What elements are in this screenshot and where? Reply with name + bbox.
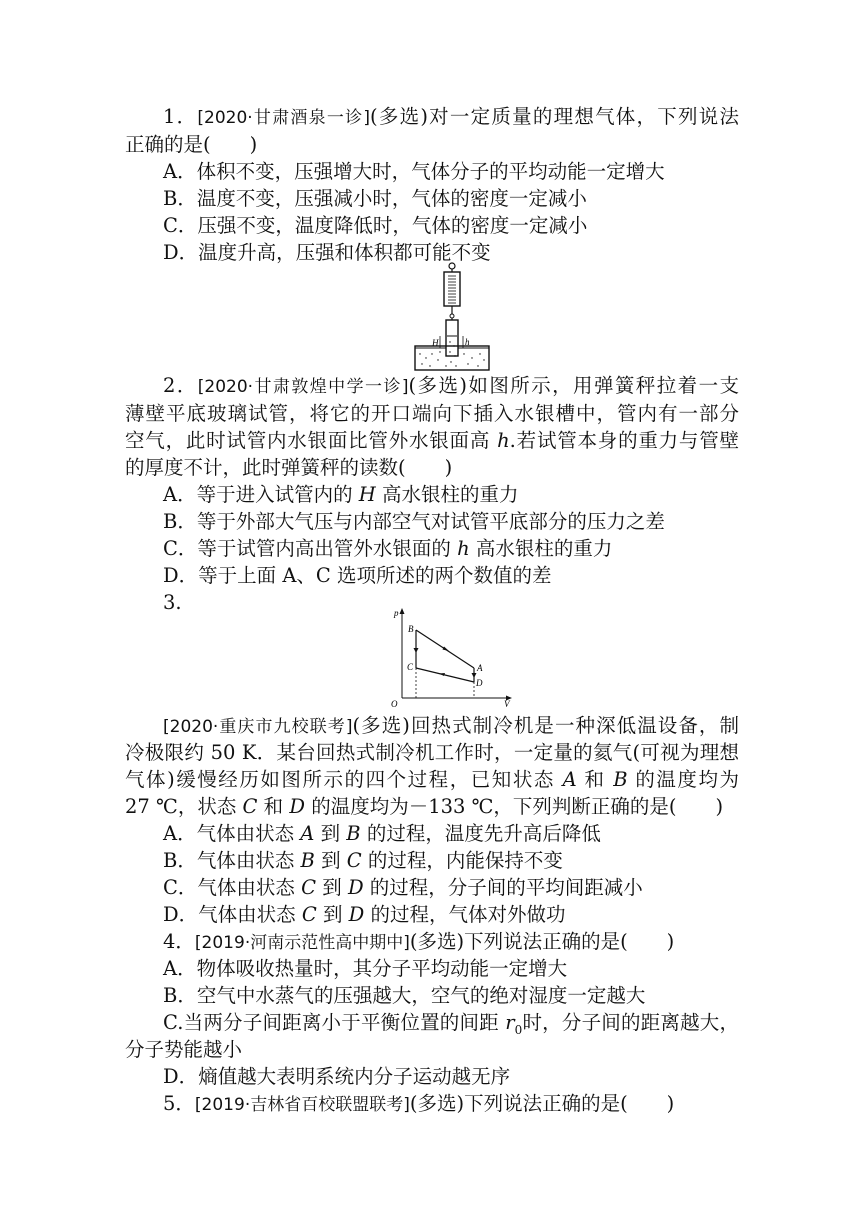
question-3-stem-line-4: 27 ℃，状态 C 和 D 的温度均为－133 ℃，下列判断正确的是( ) [125, 795, 724, 818]
question-3-option-c: C．气体由状态 C 到 D 的过程，分子间的平均间距减小 [163, 876, 643, 899]
question-3-stem-line-3: 气体)缓慢经历如图所示的四个过程，已知状态 A 和 B 的温度均为 [125, 768, 739, 791]
label-h: h [465, 337, 470, 347]
question-3-stem-line-2: 冷极限约 50 K．某台回热式制冷机工作时，一定量的氦气(可视为理想 [125, 741, 739, 764]
question-2-option-a: A．等于进入试管内的 H 高水银柱的重力 [163, 483, 519, 506]
label-H: H [432, 338, 439, 348]
p-v-diagram-figure [388, 604, 518, 708]
point-a-label: A [477, 663, 483, 673]
question-2-stem: 2．[2020·甘肃敦煌中学一诊](多选)如图所示，用弹簧秤拉着一支 [163, 374, 739, 397]
question-1-option-d: D．温度升高，压强和体积都可能不变 [163, 241, 491, 264]
question-4-option-c-cont: 分子势能越小 [125, 1038, 243, 1061]
question-1-option-b: B．温度不变，压强减小时，气体的密度一定减小 [163, 187, 587, 210]
point-c-label: C [407, 662, 414, 672]
question-4-option-d: D．熵值越大表明系统内分子运动越无序 [163, 1065, 511, 1088]
question-2-option-c: C．等于试管内高出管外水银面的 h 高水银柱的重力 [163, 537, 613, 560]
axis-p-label: p [394, 608, 399, 618]
question-3-stem-line-1: [2020·重庆市九校联考](多选)回热式制冷机是一种深低温设备，制 [163, 714, 739, 737]
question-1-option-a: A．体积不变，压强增大时，气体分子的平均动能一定增大 [163, 160, 665, 183]
question-2-stem-line-3: 空气，此时试管内水银面比管外水银面高 h.若试管本身的重力与管壁 [125, 429, 739, 452]
question-2-stem-line-4: 的厚度不计，此时弹簧秤的读数( ) [125, 456, 453, 479]
question-4-option-c: C.当两分子间距离小于平衡位置的间距 $r_0$时，分子间的距离越大， [163, 1011, 739, 1037]
spring-scale-test-tube-figure [410, 262, 494, 374]
question-3-option-a: A．气体由状态 A 到 B 的过程，温度先升高后降低 [163, 822, 601, 845]
question-1-option-c: C．压强不变，温度降低时，气体的密度一定减小 [163, 214, 588, 237]
point-b-label: B [408, 624, 414, 634]
question-3-option-d: D．气体由状态 C 到 D 的过程，气体对外做功 [163, 903, 566, 926]
question-2-option-d: D．等于上面 A、C 选项所述的两个数值的差 [163, 564, 552, 587]
origin-label: O [391, 699, 398, 708]
question-4-option-b: B．空气中水蒸气的压强越大，空气的绝对湿度一定越大 [163, 984, 646, 1007]
point-d-label: D [476, 678, 483, 688]
question-1-stem-cont: 正确的是( ) [125, 133, 258, 156]
question-5-stem: 5．[2019·吉林省百校联盟联考](多选)下列说法正确的是( ) [163, 1092, 675, 1115]
question-2-option-b: B．等于外部大气压与内部空气对试管平底部分的压力之差 [163, 510, 665, 533]
question-4-stem: 4．[2019·河南示范性高中期中](多选)下列说法正确的是( ) [163, 930, 675, 953]
question-4-option-a: A．物体吸收热量时，其分子平均动能一定增大 [163, 957, 568, 980]
axis-v-label: V [504, 699, 510, 708]
question-2-stem-line-2: 薄壁平底玻璃试管，将它的开口端向下插入水银槽中，管内有一部分 [125, 402, 739, 425]
question-3-number: 3. [163, 591, 182, 614]
question-1-stem: 1．[2020·甘肃酒泉一诊](多选)对一定质量的理想气体，下列说法 [163, 105, 739, 128]
question-3-option-b: B．气体由状态 B 到 C 的过程，内能保持不变 [163, 849, 563, 872]
